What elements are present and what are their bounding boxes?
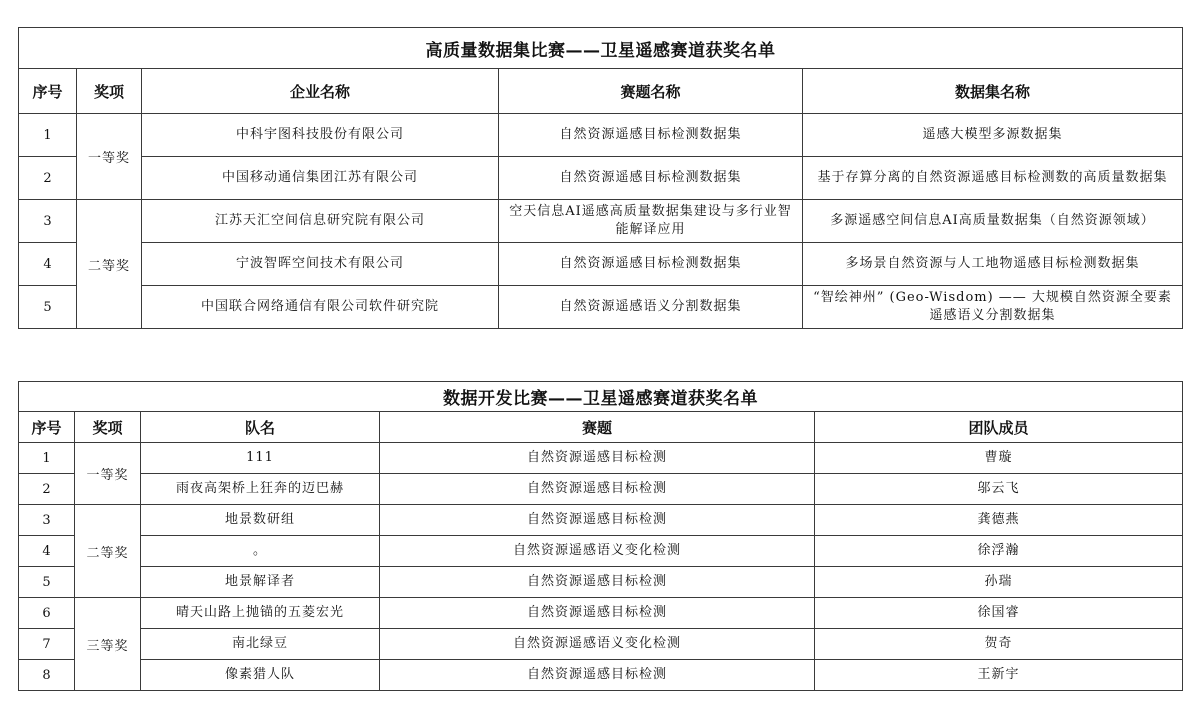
team-members: 徐浮瀚 <box>815 536 1183 567</box>
team-members: 孙瑞 <box>815 567 1183 598</box>
table-row <box>19 536 1183 567</box>
header-topic: 赛题 <box>380 412 815 443</box>
topic-name: 空天信息AI遥感高质量数据集建设与多行业智能解译应用 <box>499 200 803 243</box>
team-name: 。 <box>141 536 380 567</box>
topic-name: 自然资源遥感目标检测数据集 <box>499 243 803 286</box>
header-award: 奖项 <box>75 412 141 443</box>
table-row <box>19 474 1183 505</box>
team-name: 111 <box>141 443 380 474</box>
award-first-prize: 一等奖 <box>75 443 141 505</box>
team-members: 曹璇 <box>815 443 1183 474</box>
team-name: 雨夜高架桥上狂奔的迈巴赫 <box>141 474 380 505</box>
award-first-prize: 一等奖 <box>77 114 142 200</box>
row-number: 2 <box>19 474 75 505</box>
table-header-row <box>19 69 1183 114</box>
header-team: 队名 <box>141 412 380 443</box>
table-row <box>19 598 1183 629</box>
table-row <box>19 567 1183 598</box>
row-number: 3 <box>19 200 77 243</box>
award-table-development-competition <box>18 381 1183 691</box>
team-name: 晴天山路上抛锚的五菱宏光 <box>141 598 380 629</box>
table-title-row <box>19 28 1183 69</box>
dataset-name: 遥感大模型多源数据集 <box>803 114 1183 157</box>
row-number: 1 <box>19 443 75 474</box>
table-row <box>19 114 1183 157</box>
row-number: 5 <box>19 567 75 598</box>
topic-name: 自然资源遥感目标检测数据集 <box>499 114 803 157</box>
dataset-name: 多源遥感空间信息AI高质量数据集（自然资源领域） <box>803 200 1183 243</box>
topic-name: 自然资源遥感目标检测 <box>380 505 815 536</box>
company-name: 江苏天汇空间信息研究院有限公司 <box>142 200 499 243</box>
row-number: 1 <box>19 114 77 157</box>
row-number: 8 <box>19 660 75 691</box>
team-members: 徐国睿 <box>815 598 1183 629</box>
dataset-name: 基于存算分离的自然资源遥感目标检测数的高质量数据集 <box>803 157 1183 200</box>
company-name: 宁波智晖空间技术有限公司 <box>142 243 499 286</box>
topic-name: 自然资源遥感目标检测 <box>380 567 815 598</box>
dataset-name: “智绘神州” (Geo-Wisdom) —— 大规模自然资源全要素遥感语义分割数据集 <box>803 286 1183 329</box>
team-name: 地景解译者 <box>141 567 380 598</box>
row-number: 5 <box>19 286 77 329</box>
dataset-name: 多场景自然资源与人工地物遥感目标检测数据集 <box>803 243 1183 286</box>
team-name: 南北绿豆 <box>141 629 380 660</box>
table-title: 高质量数据集比赛——卫星遥感赛道获奖名单 <box>19 28 1183 69</box>
company-name: 中国移动通信集团江苏有限公司 <box>142 157 499 200</box>
row-number: 4 <box>19 243 77 286</box>
table-row <box>19 200 1183 243</box>
row-number: 6 <box>19 598 75 629</box>
team-members: 王新宇 <box>815 660 1183 691</box>
topic-name: 自然资源遥感目标检测 <box>380 660 815 691</box>
team-members: 邬云飞 <box>815 474 1183 505</box>
topic-name: 自然资源遥感目标检测 <box>380 598 815 629</box>
table-row <box>19 157 1183 200</box>
header-dataset: 数据集名称 <box>803 69 1183 114</box>
team-name: 像素猎人队 <box>141 660 380 691</box>
topic-name: 自然资源遥感目标检测数据集 <box>499 157 803 200</box>
row-number: 3 <box>19 505 75 536</box>
header-members: 团队成员 <box>815 412 1183 443</box>
topic-name: 自然资源遥感语义变化检测 <box>380 536 815 567</box>
table-title: 数据开发比赛——卫星遥感赛道获奖名单 <box>19 382 1183 412</box>
table-row <box>19 243 1183 286</box>
header-topic: 赛题名称 <box>499 69 803 114</box>
award-third-prize: 三等奖 <box>75 598 141 691</box>
company-name: 中科宇图科技股份有限公司 <box>142 114 499 157</box>
row-number: 4 <box>19 536 75 567</box>
header-company: 企业名称 <box>142 69 499 114</box>
topic-name: 自然资源遥感语义变化检测 <box>380 629 815 660</box>
table-row <box>19 629 1183 660</box>
table-row <box>19 505 1183 536</box>
table-row <box>19 660 1183 691</box>
table-header-row <box>19 412 1183 443</box>
award-second-prize: 二等奖 <box>77 200 142 329</box>
award-second-prize: 二等奖 <box>75 505 141 598</box>
topic-name: 自然资源遥感目标检测 <box>380 443 815 474</box>
table-row <box>19 286 1183 329</box>
row-number: 2 <box>19 157 77 200</box>
topic-name: 自然资源遥感目标检测 <box>380 474 815 505</box>
row-number: 7 <box>19 629 75 660</box>
topic-name: 自然资源遥感语义分割数据集 <box>499 286 803 329</box>
company-name: 中国联合网络通信有限公司软件研究院 <box>142 286 499 329</box>
table-row <box>19 443 1183 474</box>
team-name: 地景数研组 <box>141 505 380 536</box>
team-members: 龚德燕 <box>815 505 1183 536</box>
header-no: 序号 <box>19 412 75 443</box>
header-award: 奖项 <box>77 69 142 114</box>
team-members: 贺奇 <box>815 629 1183 660</box>
table-title-row <box>19 382 1183 412</box>
header-no: 序号 <box>19 69 77 114</box>
award-table-dataset-competition <box>18 27 1183 329</box>
